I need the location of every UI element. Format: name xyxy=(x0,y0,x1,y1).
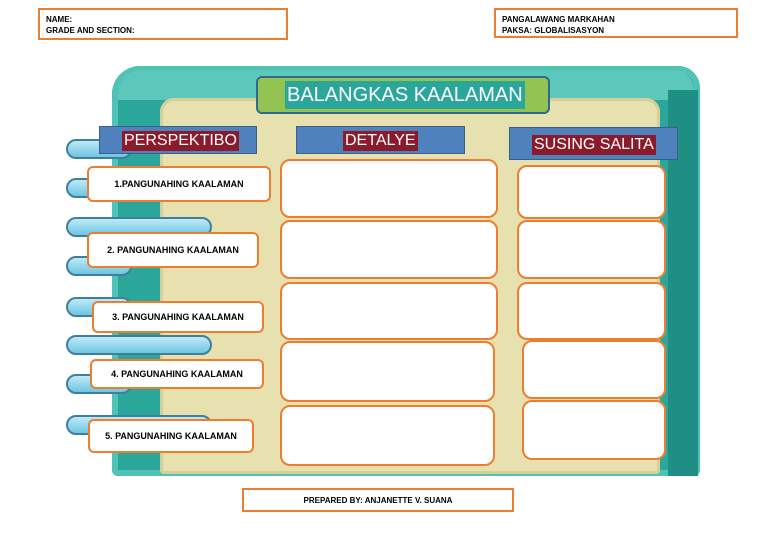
detail-cell-5[interactable] xyxy=(280,405,495,466)
column-header-label: PERSPEKTIBO xyxy=(124,132,237,149)
keyword-cell-1[interactable] xyxy=(517,165,666,219)
column-header-label: DETALYE xyxy=(345,132,416,149)
page-title: BALANGKAS KAALAMAN xyxy=(285,81,525,109)
row-label-2: 2. PANGUNAHING KAALAMAN xyxy=(87,232,259,268)
prepared-by-footer: PREPARED BY: ANJANETTE V. SUANA xyxy=(242,488,514,512)
grade-section-label: GRADE AND SECTION: xyxy=(46,26,135,35)
detail-cell-4[interactable] xyxy=(280,341,495,402)
column-header-susing-salita xyxy=(509,127,678,160)
row-label-3: 3. PANGUNAHING KAALAMAN xyxy=(92,301,264,333)
keyword-cell-5[interactable] xyxy=(522,400,666,460)
detail-cell-3[interactable] xyxy=(280,282,498,340)
topic-label: PAKSA: GLOBALISASYON xyxy=(502,26,605,35)
name-label: NAME: xyxy=(46,15,73,24)
column-header-label: SUSING SALITA xyxy=(534,136,654,153)
keyword-cell-3[interactable] xyxy=(517,282,666,340)
row-label-4: 4. PANGUNAHING KAALAMAN xyxy=(90,359,264,389)
column-header-detalye xyxy=(296,126,465,154)
detail-cell-1[interactable] xyxy=(280,159,498,218)
binder-ring-icon xyxy=(66,335,212,355)
row-label-5: 5. PANGUNAHING KAALAMAN xyxy=(88,419,254,453)
student-info-box xyxy=(38,8,288,40)
keyword-cell-2[interactable] xyxy=(517,220,666,279)
row-label-1: 1.PANGUNAHING KAALAMAN xyxy=(87,166,271,202)
detail-cell-2[interactable] xyxy=(280,220,498,279)
keyword-cell-4[interactable] xyxy=(522,340,666,399)
quarter-label: PANGALAWANG MARKAHAN xyxy=(502,15,615,24)
column-header-perspektibo xyxy=(99,126,257,154)
topic-info-box xyxy=(494,8,738,38)
